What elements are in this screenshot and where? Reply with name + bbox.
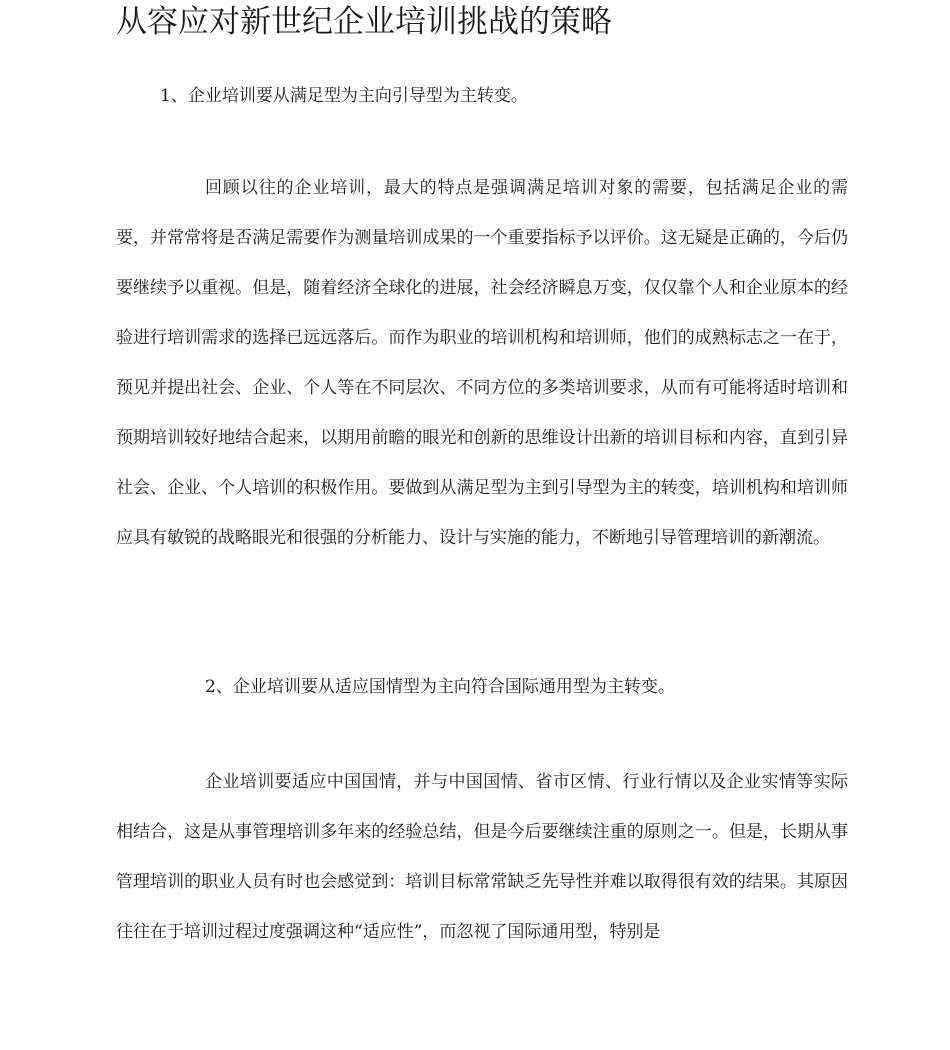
section-2-paragraph: 企业培训要适应中国国情，并与中国国情、省市区情、行业行情以及企业实情等实际相结合，这是从事管理培训多年来的经验总结，但是今后要继续注重的原则之一。但是，长期从事管理培训的职业人员有时也会感觉到：培训目标常常缺乏先导性并难以取得很有效的结果。其原因往往在于培训过程过度强调这种“适应性”，而忽视了国际通用型，特别是 <box>116 772 848 942</box>
section-1-heading: 1、企业培训要从满足型为主向引导型为主转变。 <box>160 86 528 106</box>
section-1-paragraph: 回顾以往的企业培训，最大的特点是强调满足培训对象的需要，包括满足企业的需要，并常常将是否满足需要作为测量培训成果的一个重要指标予以评价。这无疑是正确的，今后仍要继续予以重视。但是，随着经济全球化的进展，社会经济瞬息万变，仅仅靠个人和企业原本的经验进行培训需求的选择已远远落后。而作为职业的培训机构和培训师，他们的成熟标志之一在于，预见并提出社会、企业、个人等在不同层次、不同方位的多类培训要求，从而有可能将适时培训和预期培训较好地结合起来，以期用前瞻的眼光和创新的思维设计出新的培训目标和内容，直到引异社会、企业、个人培训的积极作用。要做到从满足型为主到引导型为主的转变，培训机构和培训师应具有敏锐的战略眼光和很强的分析能力、设计与实施的能力，不断地引导管理培训的新潮流。 <box>116 178 848 548</box>
document-title: 从容应对新世纪企业培训挑战的策略 <box>116 4 612 40</box>
section-2-heading: 2、企业培训要从适应国情型为主向符合国际通用型为主转变。 <box>205 677 675 697</box>
